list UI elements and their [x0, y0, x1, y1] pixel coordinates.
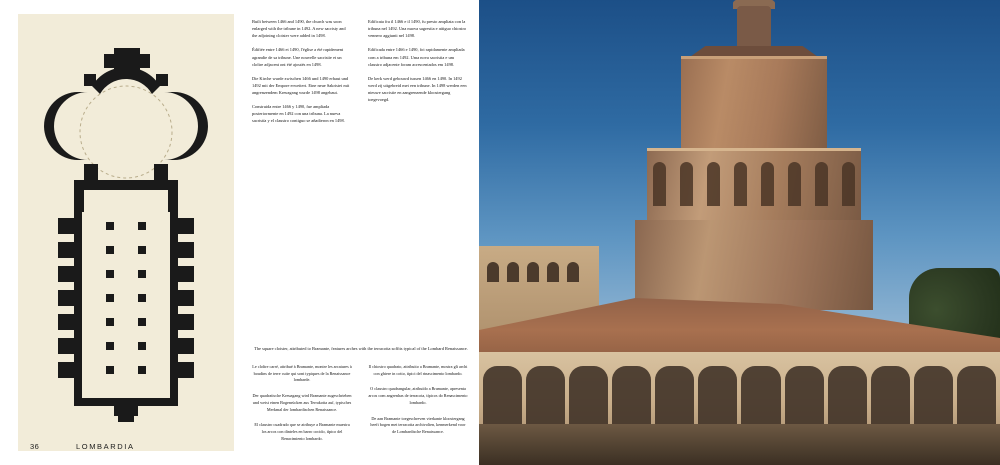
- caption-lead: The square cloister, attributed to Bramante, features arches with the terracotta soffits typical of the Lombard Renaissance.: [254, 346, 468, 351]
- arch: [788, 162, 801, 206]
- caption-paragraph: Le cloître carré, attribué à Bramante, montre les arcatures à boudins de terre cuite qui sont typiques de la Renaissance lombarde.: [252, 364, 352, 383]
- cloister-arch: [526, 366, 565, 426]
- paragraph: Built between 1466 and 1490, the church was soon enlarged with the tribune in 1492. A new sacristy and the adjoining cloister were added in 1498.: [252, 19, 346, 39]
- drum: [681, 56, 827, 155]
- cloister-arch: [569, 366, 608, 426]
- arch: [707, 162, 720, 206]
- cloister-arch: [914, 366, 953, 426]
- arch: [680, 162, 693, 206]
- window: [567, 262, 579, 282]
- cloister-arch: [828, 366, 867, 426]
- cloister-arch: [612, 366, 651, 426]
- body-column-right: [368, 18, 468, 110]
- paragraph: Edificata fra il 1466 e il 1490, fu presto ampliata con la tribuna nel 1492. Una nuova sagrestia e attiguo chiostro vennero aggiunti nel 1498.: [368, 19, 467, 39]
- left-wing-windows: [487, 262, 591, 302]
- church-photograph: [479, 0, 1000, 465]
- caption-paragraph: El claustro cuadrado que se atribuye a Bramante muestra los arcos con dinteles en barro cocido, típico del Renacimiento lombardo.: [254, 422, 350, 441]
- cloister-arch: [655, 366, 694, 426]
- page-number: 36: [30, 442, 40, 451]
- caption-block: [252, 345, 470, 441]
- cloister-arch: [741, 366, 780, 426]
- arch: [815, 162, 828, 206]
- cloister-shadow: [479, 424, 1000, 465]
- window: [527, 262, 539, 282]
- body-text-block: [252, 18, 470, 148]
- cloister-arch: [785, 366, 824, 426]
- paragraph: De kerk werd gebouwd tussen 1466 en 1490. In 1492 werd zij uitgebreid met een tribune. In 1498 werden een nieuwe sacristie en aangrenzende kloostergang toegevoegd.: [368, 75, 467, 103]
- floor-plan-drawing: [18, 14, 234, 451]
- apse-base: [635, 220, 873, 310]
- gallery-arches: [647, 162, 861, 212]
- window: [507, 262, 519, 282]
- arch: [842, 162, 855, 206]
- running-head: LOMBARDIA: [76, 442, 135, 451]
- arch: [653, 162, 666, 206]
- caption-paragraph: Der quadratische Kreuzgang wird Bramante zugeschrieben und weist einen Bogenrücken aus Terrakotta auf, typisches Merkmal der lombardischen Renaissance.: [252, 393, 352, 412]
- cloister-arch: [957, 366, 996, 426]
- cloister-arch: [483, 366, 522, 426]
- arch: [734, 162, 747, 206]
- floor-plan-panel: [18, 14, 234, 451]
- caption-column-left: [252, 364, 352, 451]
- caption-paragraph: De aan Bramante toegeschreven vierkante kloostergang heeft bogen met terracotta archivolten, kenmerkend voor de Lombardische Renaissance.: [370, 415, 466, 435]
- paragraph: Die Kirche wurde zwischen 1466 und 1490 erbaut und 1492 mit der Empore erweitert. Eine neue Sakristei mit angrenzendem Kreuzgang wurde 1498 angebaut.: [252, 75, 350, 95]
- body-column-left: [252, 18, 352, 132]
- paragraph: Edificada entre 1466 e 1490, foi rapidamente ampliada com a tribuna em 1492. Uma nova sacristia e um claustro adjacente foram acrescentados em 1498.: [368, 47, 465, 67]
- cloister-arch: [698, 366, 737, 426]
- cloister-arcade: [479, 366, 1000, 430]
- caption-column-right: [368, 364, 468, 445]
- window: [547, 262, 559, 282]
- dome-group: [629, 6, 879, 306]
- paragraph: Construida entre 1466 y 1490, fue ampliada posteriormente en 1492 con una tribuna. La nueva sacristía y el claustro contiguo se añadieron en 1498.: [252, 104, 345, 124]
- arch: [761, 162, 774, 206]
- cloister-arch: [871, 366, 910, 426]
- window: [487, 262, 499, 282]
- paragraph: Édifiée entre 1466 et 1490, l'église a été rapidement agrandie de sa tribune. Une nouvelle sacristie et un cloître adjacent ont été ajoutés en 1498.: [252, 47, 344, 67]
- caption-paragraph: Il chiostro quadrato, attribuito a Bramante, mostra gli archi con ghiere in cotto, tipici del rinascimento lombardo.: [368, 364, 468, 376]
- caption-paragraph: O claustro quadrangular, atribuído a Bramante, apresenta arcos com angrenhas de terracota, típicos do Renascimento lombardo.: [368, 386, 468, 405]
